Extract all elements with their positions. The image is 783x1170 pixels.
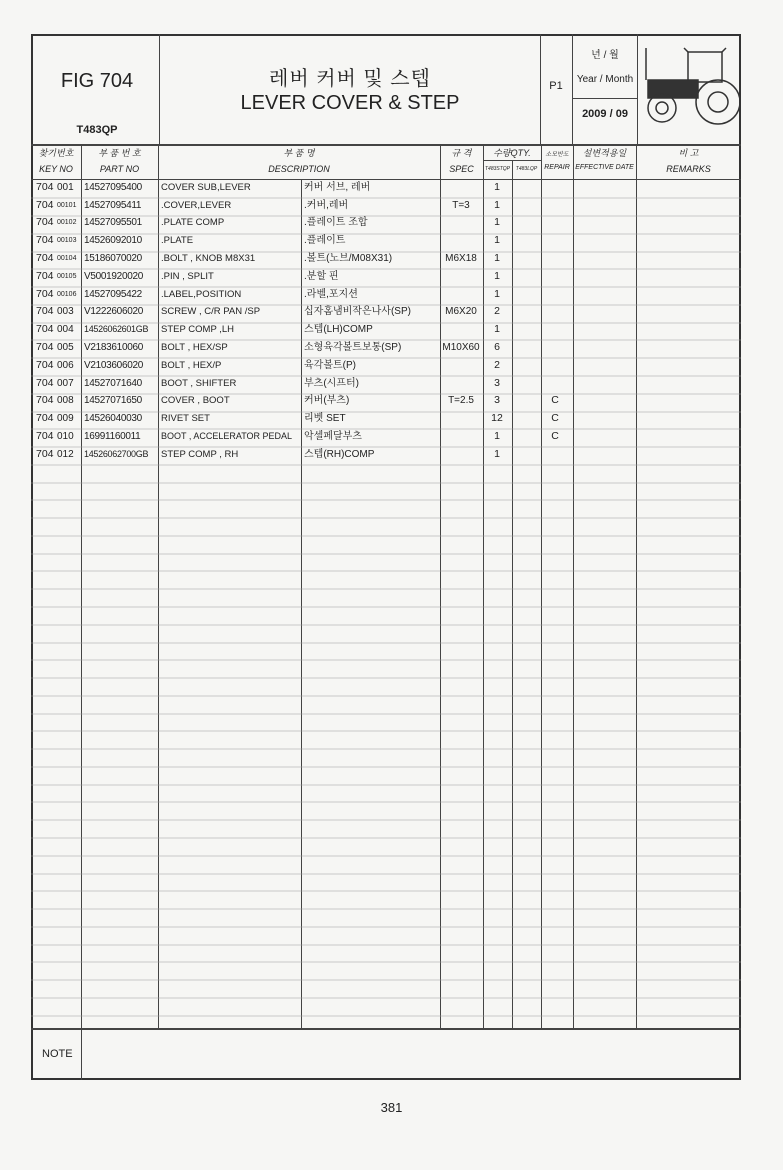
col-spec-ko: 규 격 (451, 148, 472, 158)
col-part-ko: 부 품 번 호 (98, 148, 141, 158)
spec: M6X18 (445, 253, 477, 264)
key-no: 704 (36, 288, 54, 300)
col-desc-en: DESCRIPTION (268, 164, 330, 174)
divider (81, 1028, 82, 1080)
part-no: 14526040030 (84, 413, 142, 424)
part-no: 14527095411 (84, 200, 142, 211)
quantity: 2 (494, 305, 500, 317)
quantity: 1 (494, 323, 500, 335)
spec: M6X20 (445, 306, 477, 317)
description: .PLATE (161, 235, 194, 246)
description: BOOT , ACCELERATOR PEDAL (161, 431, 293, 441)
part-no: 14526092010 (84, 235, 142, 246)
part-no: 14526062601GB (84, 324, 149, 334)
description-ko: 커버(부츠) (304, 395, 350, 406)
part-no: V2103606020 (84, 360, 143, 371)
key-sub: 003 (57, 306, 74, 317)
description-ko: 소형육각볼트보통(SP) (304, 342, 402, 353)
key-no: 704 (36, 377, 54, 389)
description-ko: 부츠(시프터) (304, 378, 359, 389)
description: SCREW , C/R PAN /SP (161, 306, 261, 317)
col-desc-ko: 부 품 명 (283, 148, 315, 158)
key-no: 704 (36, 448, 54, 460)
year-month-label-ko: 년 / 월 (591, 50, 619, 61)
quantity: 1 (494, 430, 500, 442)
quantity: 6 (494, 341, 500, 353)
key-sub: 012 (57, 449, 74, 460)
key-sub: 010 (57, 431, 74, 442)
quantity: 1 (494, 234, 500, 246)
quantity: 12 (491, 412, 503, 424)
quantity: 1 (494, 448, 500, 460)
part-no: 14527071650 (84, 395, 142, 406)
key-sub: 008 (57, 395, 74, 406)
part-no: 14527095400 (84, 182, 142, 193)
description-ko: 커버 서브, 레버 (304, 182, 371, 193)
quantity: 1 (494, 181, 500, 193)
key-no: 704 (36, 270, 54, 282)
description: STEP COMP ,LH (161, 324, 235, 335)
title-korean: 레버 커버 및 스텝 (269, 68, 431, 90)
description-ko: .라벨,포지션 (304, 289, 358, 300)
repair: C (551, 430, 559, 442)
quantity: 3 (494, 394, 500, 406)
page-number: 381 (380, 1100, 403, 1115)
repair: C (551, 394, 559, 406)
repair: C (551, 412, 559, 424)
col-part-en: PART NO (99, 164, 140, 174)
col-eff-en: EFFECTIVE DATE (575, 164, 634, 171)
description-ko: 스텝(RH)COMP (304, 449, 375, 460)
description-ko: .플레이트 조합 (304, 217, 368, 228)
part-no: V1222606020 (84, 306, 143, 317)
description-ko: .커버,레버 (304, 200, 349, 211)
part-no: 14527095501 (84, 217, 142, 228)
model-code: T483QP (76, 124, 118, 136)
year-month-value: 2009 / 09 (582, 108, 628, 120)
spec: T=2.5 (448, 395, 474, 406)
key-sub: 00102 (57, 219, 77, 226)
note-label: NOTE (42, 1048, 73, 1060)
quantity: 3 (494, 377, 500, 389)
description: COVER , BOOT (161, 395, 230, 406)
col-remarks-en: REMARKS (666, 164, 711, 174)
figure-number: FIG 704 (60, 70, 134, 92)
description-ko: 십자홈냄비작은나사(SP) (304, 306, 411, 317)
quantity: 1 (494, 199, 500, 211)
col-eff-ko: 설변적용일 (582, 148, 627, 158)
key-sub: 009 (57, 413, 74, 424)
key-no: 704 (36, 359, 54, 371)
key-no: 704 (36, 305, 54, 317)
page-code: P1 (549, 80, 563, 92)
part-no: 14527071640 (84, 378, 142, 389)
key-sub: 007 (57, 378, 74, 389)
key-no: 704 (36, 252, 54, 264)
title-english: LEVER COVER & STEP (240, 92, 460, 114)
col-qty: 수량QTY. (493, 148, 531, 158)
key-no: 704 (36, 234, 54, 246)
description: BOOT , SHIFTER (161, 378, 237, 389)
key-no: 704 (36, 323, 54, 335)
key-sub: 00101 (57, 202, 77, 209)
spec: M10X60 (442, 342, 480, 353)
description-ko: 리벳 SET (304, 413, 346, 424)
part-no: 15186070020 (84, 253, 142, 264)
spec: T=3 (452, 200, 470, 211)
key-no: 704 (36, 199, 54, 211)
quantity: 1 (494, 216, 500, 228)
col-spec-en: SPEC (449, 164, 474, 174)
description-ko: 악셀페달부츠 (304, 431, 362, 442)
description: BOLT , HEX/SP (161, 342, 228, 353)
key-no: 704 (36, 412, 54, 424)
description: .COVER,LEVER (161, 200, 232, 211)
key-no: 704 (36, 341, 54, 353)
divider (572, 98, 637, 99)
col-remarks-ko: 비 고 (678, 148, 699, 158)
part-no: 16991160011 (84, 431, 141, 442)
description: .PIN , SPLIT (161, 271, 214, 282)
tractor-icon (640, 40, 740, 130)
quantity: 1 (494, 270, 500, 282)
description: .BOLT , KNOB M8X31 (161, 253, 256, 264)
divider (31, 1028, 741, 1030)
description-ko: 스텝(LH)COMP (304, 324, 373, 335)
description: RIVET SET (161, 413, 210, 424)
description: STEP COMP , RH (161, 449, 239, 460)
quantity: 2 (494, 359, 500, 371)
part-no: V5001920020 (84, 271, 143, 282)
key-sub: 00104 (57, 255, 77, 262)
col-key-ko: 찾기번호 (38, 148, 74, 158)
description-ko: 육각볼트(P) (304, 360, 356, 371)
quantity: 1 (494, 252, 500, 264)
description-ko: .볼트(노브/M08X31) (304, 253, 393, 264)
key-sub: 005 (57, 342, 74, 353)
key-sub: 006 (57, 360, 74, 371)
col-repair-en: REPAIR (544, 164, 570, 171)
col-qty-sub1: T483STQP (484, 166, 510, 172)
quantity: 1 (494, 288, 500, 300)
col-repair-ko: 소모반도 (545, 152, 569, 158)
description: .PLATE COMP (161, 217, 225, 228)
key-sub: 00105 (57, 273, 77, 280)
description: BOLT , HEX/P (161, 360, 222, 371)
col-qty-sub2: T483LQP (515, 166, 538, 172)
part-no: 14527095422 (84, 289, 142, 300)
description: .LABEL,POSITION (161, 289, 242, 300)
key-sub: 001 (57, 182, 74, 193)
description: COVER SUB,LEVER (161, 182, 251, 193)
key-no: 704 (36, 181, 54, 193)
part-no: V2183610060 (84, 342, 143, 353)
key-sub: 00103 (57, 237, 77, 244)
key-sub: 00106 (57, 291, 77, 298)
part-no: 14526062700GB (84, 449, 149, 459)
key-no: 704 (36, 430, 54, 442)
key-sub: 004 (57, 324, 74, 335)
description-ko: .분할 핀 (304, 271, 339, 282)
description-ko: .플레이트 (304, 235, 346, 246)
key-no: 704 (36, 394, 54, 406)
key-no: 704 (36, 216, 54, 228)
col-key-en: KEY NO (39, 164, 73, 174)
year-month-label-en: Year / Month (576, 74, 634, 85)
